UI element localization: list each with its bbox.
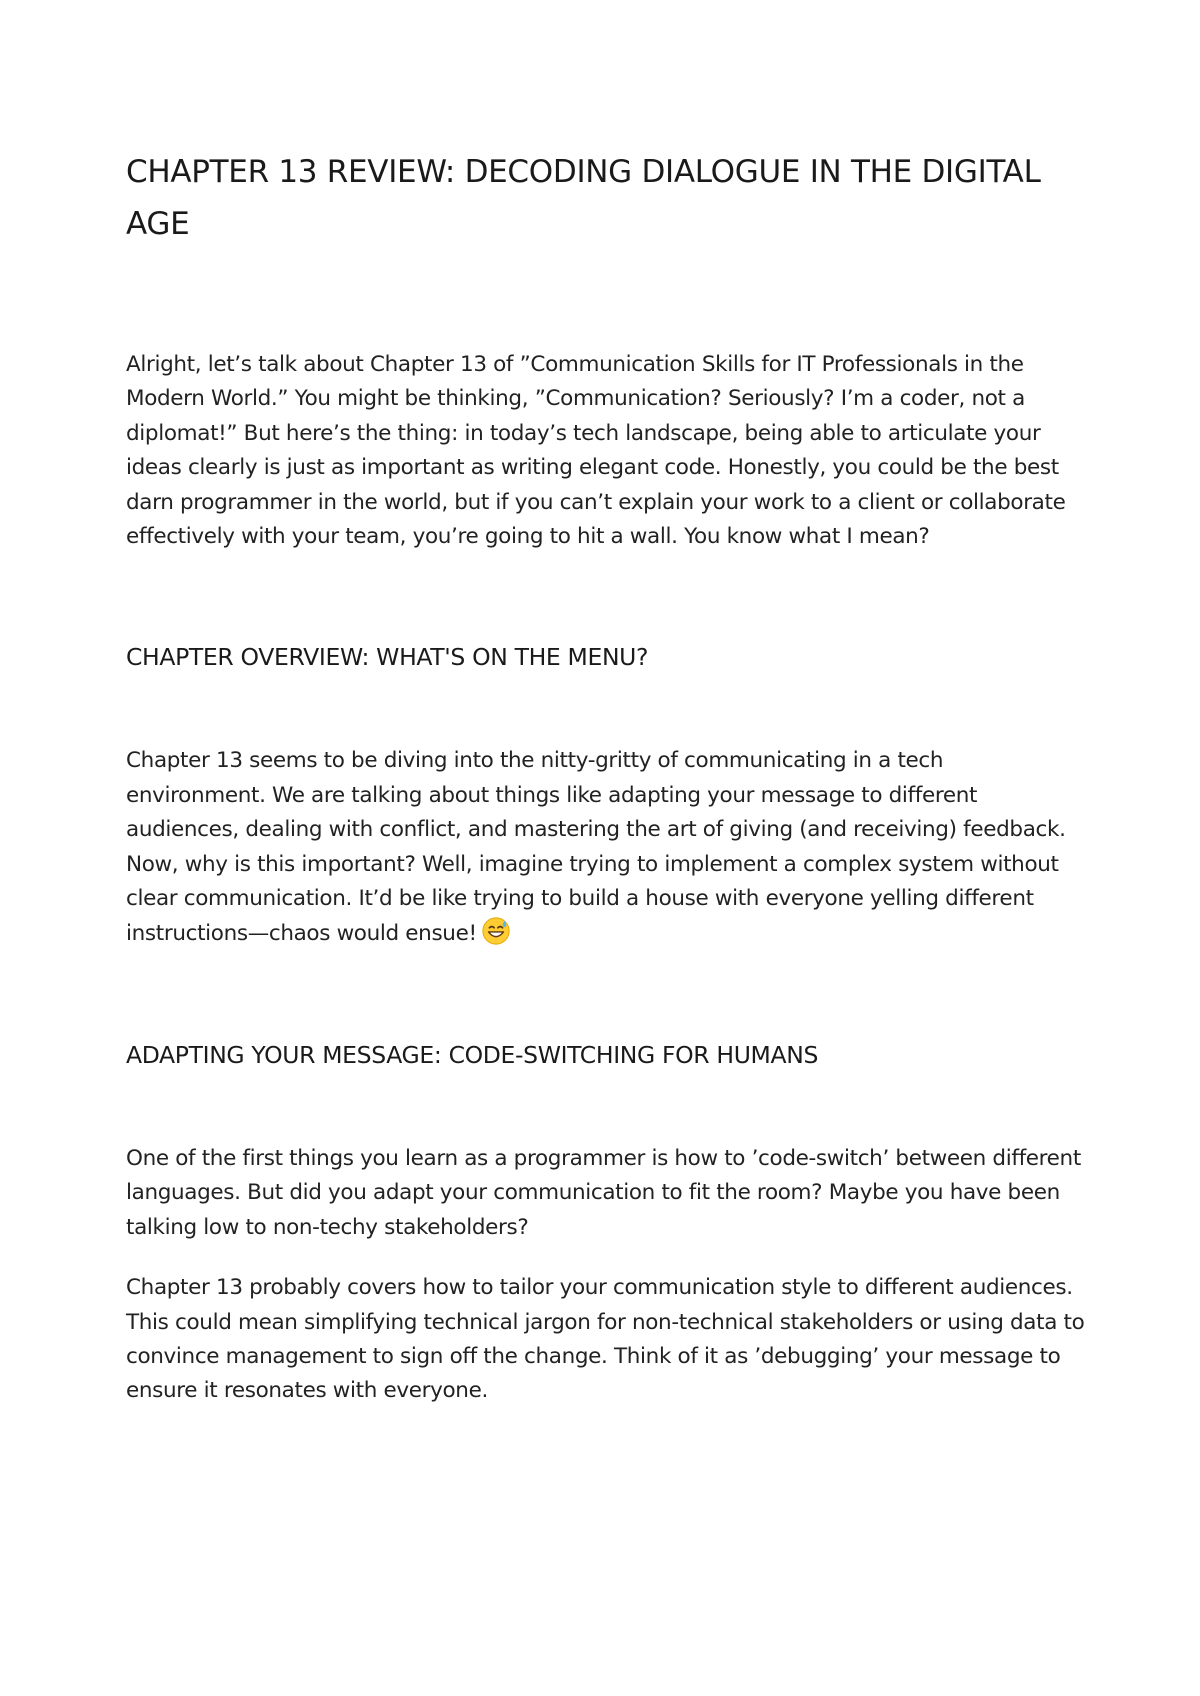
overview-paragraph xyxy=(126,744,1086,951)
section-heading-adapting: ADAPTING YOUR MESSAGE: CODE-SWITCHING FOR HUMANS xyxy=(126,1040,819,1069)
document-page xyxy=(126,146,1086,1409)
grinning-face-with-sweat-emoji-icon xyxy=(481,916,511,946)
intro-paragraph: Alright, let’s talk about Chapter 13 of ”Communication Skills for IT Professionals in the Modern World.” You might be thinking, ”Communication? Seriously? I’m a coder, not a diplomat!” But here’s the thing: in today’s tech landscape, being able to articulate your ideas clearly is just as important as writing elegant code. Honestly, you could be the best darn programmer in the world, but if you can’t explain your work to a client or collaborate effectively with your team, you’re going to hit a wall. You know what I mean? xyxy=(126,352,1066,550)
section-heading-overview: CHAPTER OVERVIEW: WHAT'S ON THE MENU? xyxy=(126,643,649,672)
adapting-paragraph-1: One of the first things you learn as a programmer is how to ’code-switch’ between different languages. But did you adapt your communication to fit the room? Maybe you have been talking low to non-techy stakeholders? xyxy=(126,1145,1081,1240)
overview-paragraph-text: Chapter 13 seems to be diving into the nitty-gritty of communicating in a tech environment. We are talking about things like adapting your message to different audiences, dealing with conflict, and mastering the art of giving (and receiving) feedback. Now, why is this important? Well, imagine trying to implement a complex system without clear communication. It’d be like trying to build a house with everyone yelling different instructions—chaos would ensue! xyxy=(126,748,1066,947)
adapting-paragraph-2: Chapter 13 probably covers how to tailor your communication style to different audiences. This could mean simplifying technical jargon for non-technical stakeholders or using data to convince management to sign off the change. Think of it as ’debugging’ your message to ensure it resonates with everyone. xyxy=(126,1275,1085,1404)
document-title: CHAPTER 13 REVIEW: DECODING DIALOGUE IN THE DIGITAL AGE xyxy=(126,154,1041,242)
